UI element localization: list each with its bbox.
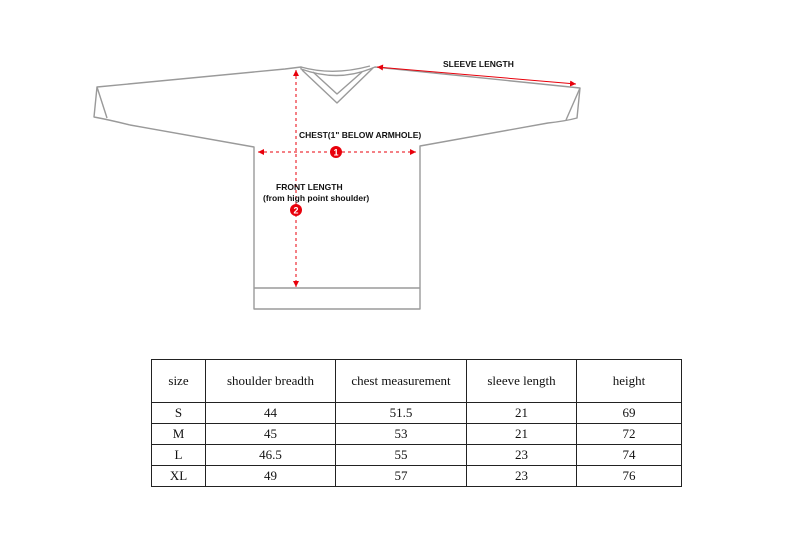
front-length-label: FRONT LENGTH: [276, 182, 343, 192]
svg-text:2: 2: [293, 205, 299, 216]
cell-height: 74: [577, 445, 682, 466]
table-header-row: [152, 360, 682, 403]
cell-chest: 57: [336, 466, 467, 487]
header-sleeve-length: sleeve length: [467, 360, 577, 403]
cell-height: 76: [577, 466, 682, 487]
size-chart-table: [151, 359, 682, 487]
cell-chest: 55: [336, 445, 467, 466]
header-height: height: [577, 360, 682, 403]
front-length-sublabel: (from high point shoulder): [263, 193, 370, 203]
cell-sleeve: 21: [467, 403, 577, 424]
cell-size: L: [152, 445, 206, 466]
header-shoulder-breadth: shoulder breadth: [206, 360, 336, 403]
table-row: [152, 424, 682, 445]
cell-height: 72: [577, 424, 682, 445]
chest-label: CHEST(1" BELOW ARMHOLE): [299, 130, 422, 140]
cell-shoulder: 49: [206, 466, 336, 487]
cell-height: 69: [577, 403, 682, 424]
collar-back: [301, 66, 370, 71]
left-cuff-line: [97, 87, 107, 118]
table-row: [152, 466, 682, 487]
cell-sleeve: 23: [467, 466, 577, 487]
cell-chest: 51.5: [336, 403, 467, 424]
cell-sleeve: 23: [467, 445, 577, 466]
cell-shoulder: 44: [206, 403, 336, 424]
marker-1: [330, 146, 342, 158]
header-chest-measurement: chest measurement: [336, 360, 467, 403]
sleeve-length-label: SLEEVE LENGTH: [443, 59, 514, 69]
header-size: size: [152, 360, 206, 403]
measurement-guides: [258, 67, 576, 287]
svg-text:1: 1: [333, 147, 339, 158]
cell-shoulder: 45: [206, 424, 336, 445]
cell-size: M: [152, 424, 206, 445]
cell-shoulder: 46.5: [206, 445, 336, 466]
cell-size: S: [152, 403, 206, 424]
marker-2: [290, 204, 302, 216]
table-row: [152, 403, 682, 424]
cell-chest: 53: [336, 424, 467, 445]
table-row: [152, 445, 682, 466]
sleeve-length-arrow: [377, 67, 576, 84]
cell-size: XL: [152, 466, 206, 487]
cell-sleeve: 21: [467, 424, 577, 445]
